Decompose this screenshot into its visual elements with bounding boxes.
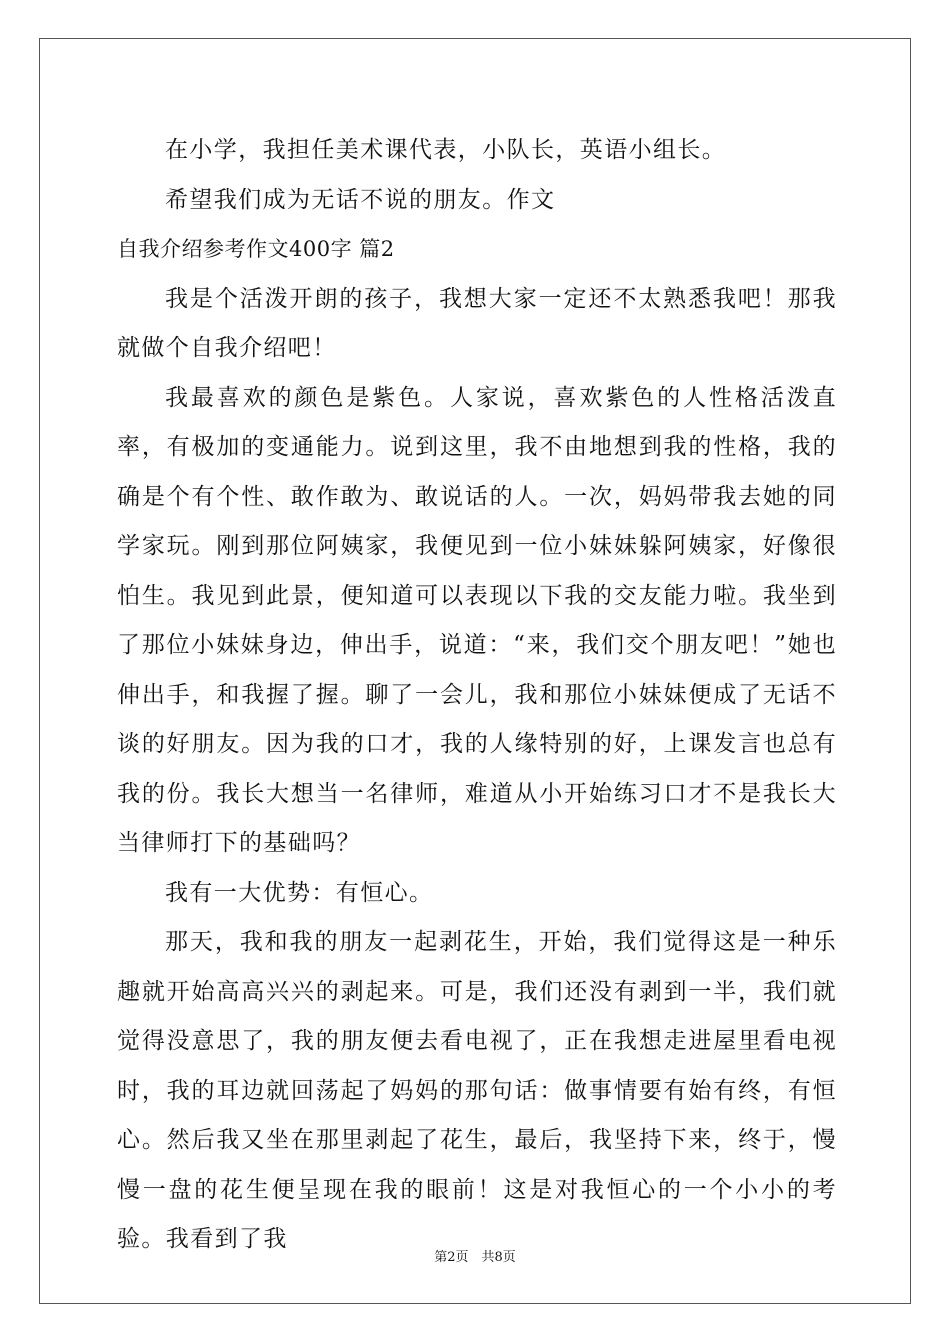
- document-body: [117, 126, 837, 1265]
- paragraph: 我有一大优势：有恒心。: [165, 879, 434, 906]
- paragraph: 我最喜欢的颜色是紫色。人家说，喜欢紫色的人性格活泼直率，有极加的变通能力。说到这里，我不由地想到我的性格，我的确是个有个性、敢作敢为、敢说话的人。一次，妈妈带我去她的同学家玩。刚到那位阿姨家，我便见到一位小妹妹躲阿姨家，好像很怕生。我见到此景，便知道可以表现以下我的交友能力啦。我坐到了那位小妹妹身边，伸出手，说道：“来，我们交个朋友吧！”她也伸出手，和我握了握。聊了一会儿，我和那位小妹妹便成了无话不谈的好朋友。因为我的口才，我的人缘特别的好，上课发言也总有我的份。我长大想当一名律师，难道从小开始练习口才不是我长大当律师打下的基础吗？: [117, 384, 837, 856]
- paragraph: 那天，我和我的朋友一起剥花生，开始，我们觉得这是一种乐趣就开始高高兴兴的剥起来。可是，我们还没有剥到一半，我们就觉得没意思了，我的朋友便去看电视了，正在我想走进屋里看电视时，我的耳边就回荡起了妈妈的那句话：做事情要有始有终，有恒心。然后我又坐在那里剥起了花生，最后，我坚持下来，终于，慢慢一盘的花生便呈现在我的眼前！这是对我恒心的一个小小的考验。我看到了我: [117, 929, 837, 1252]
- paragraph: 希望我们成为无话不说的朋友。作文: [165, 186, 556, 213]
- paragraph: 在小学，我担任美术课代表，小队长，英语小组长。: [165, 137, 727, 163]
- page-number-footer: 第2页 共8页: [434, 1250, 516, 1265]
- section-heading: 自我介绍参考作文400字 篇2: [117, 237, 395, 261]
- paragraph: 我是个活泼开朗的孩子，我想大家一定还不太熟悉我吧！那我就做个自我介绍吧！: [117, 285, 837, 361]
